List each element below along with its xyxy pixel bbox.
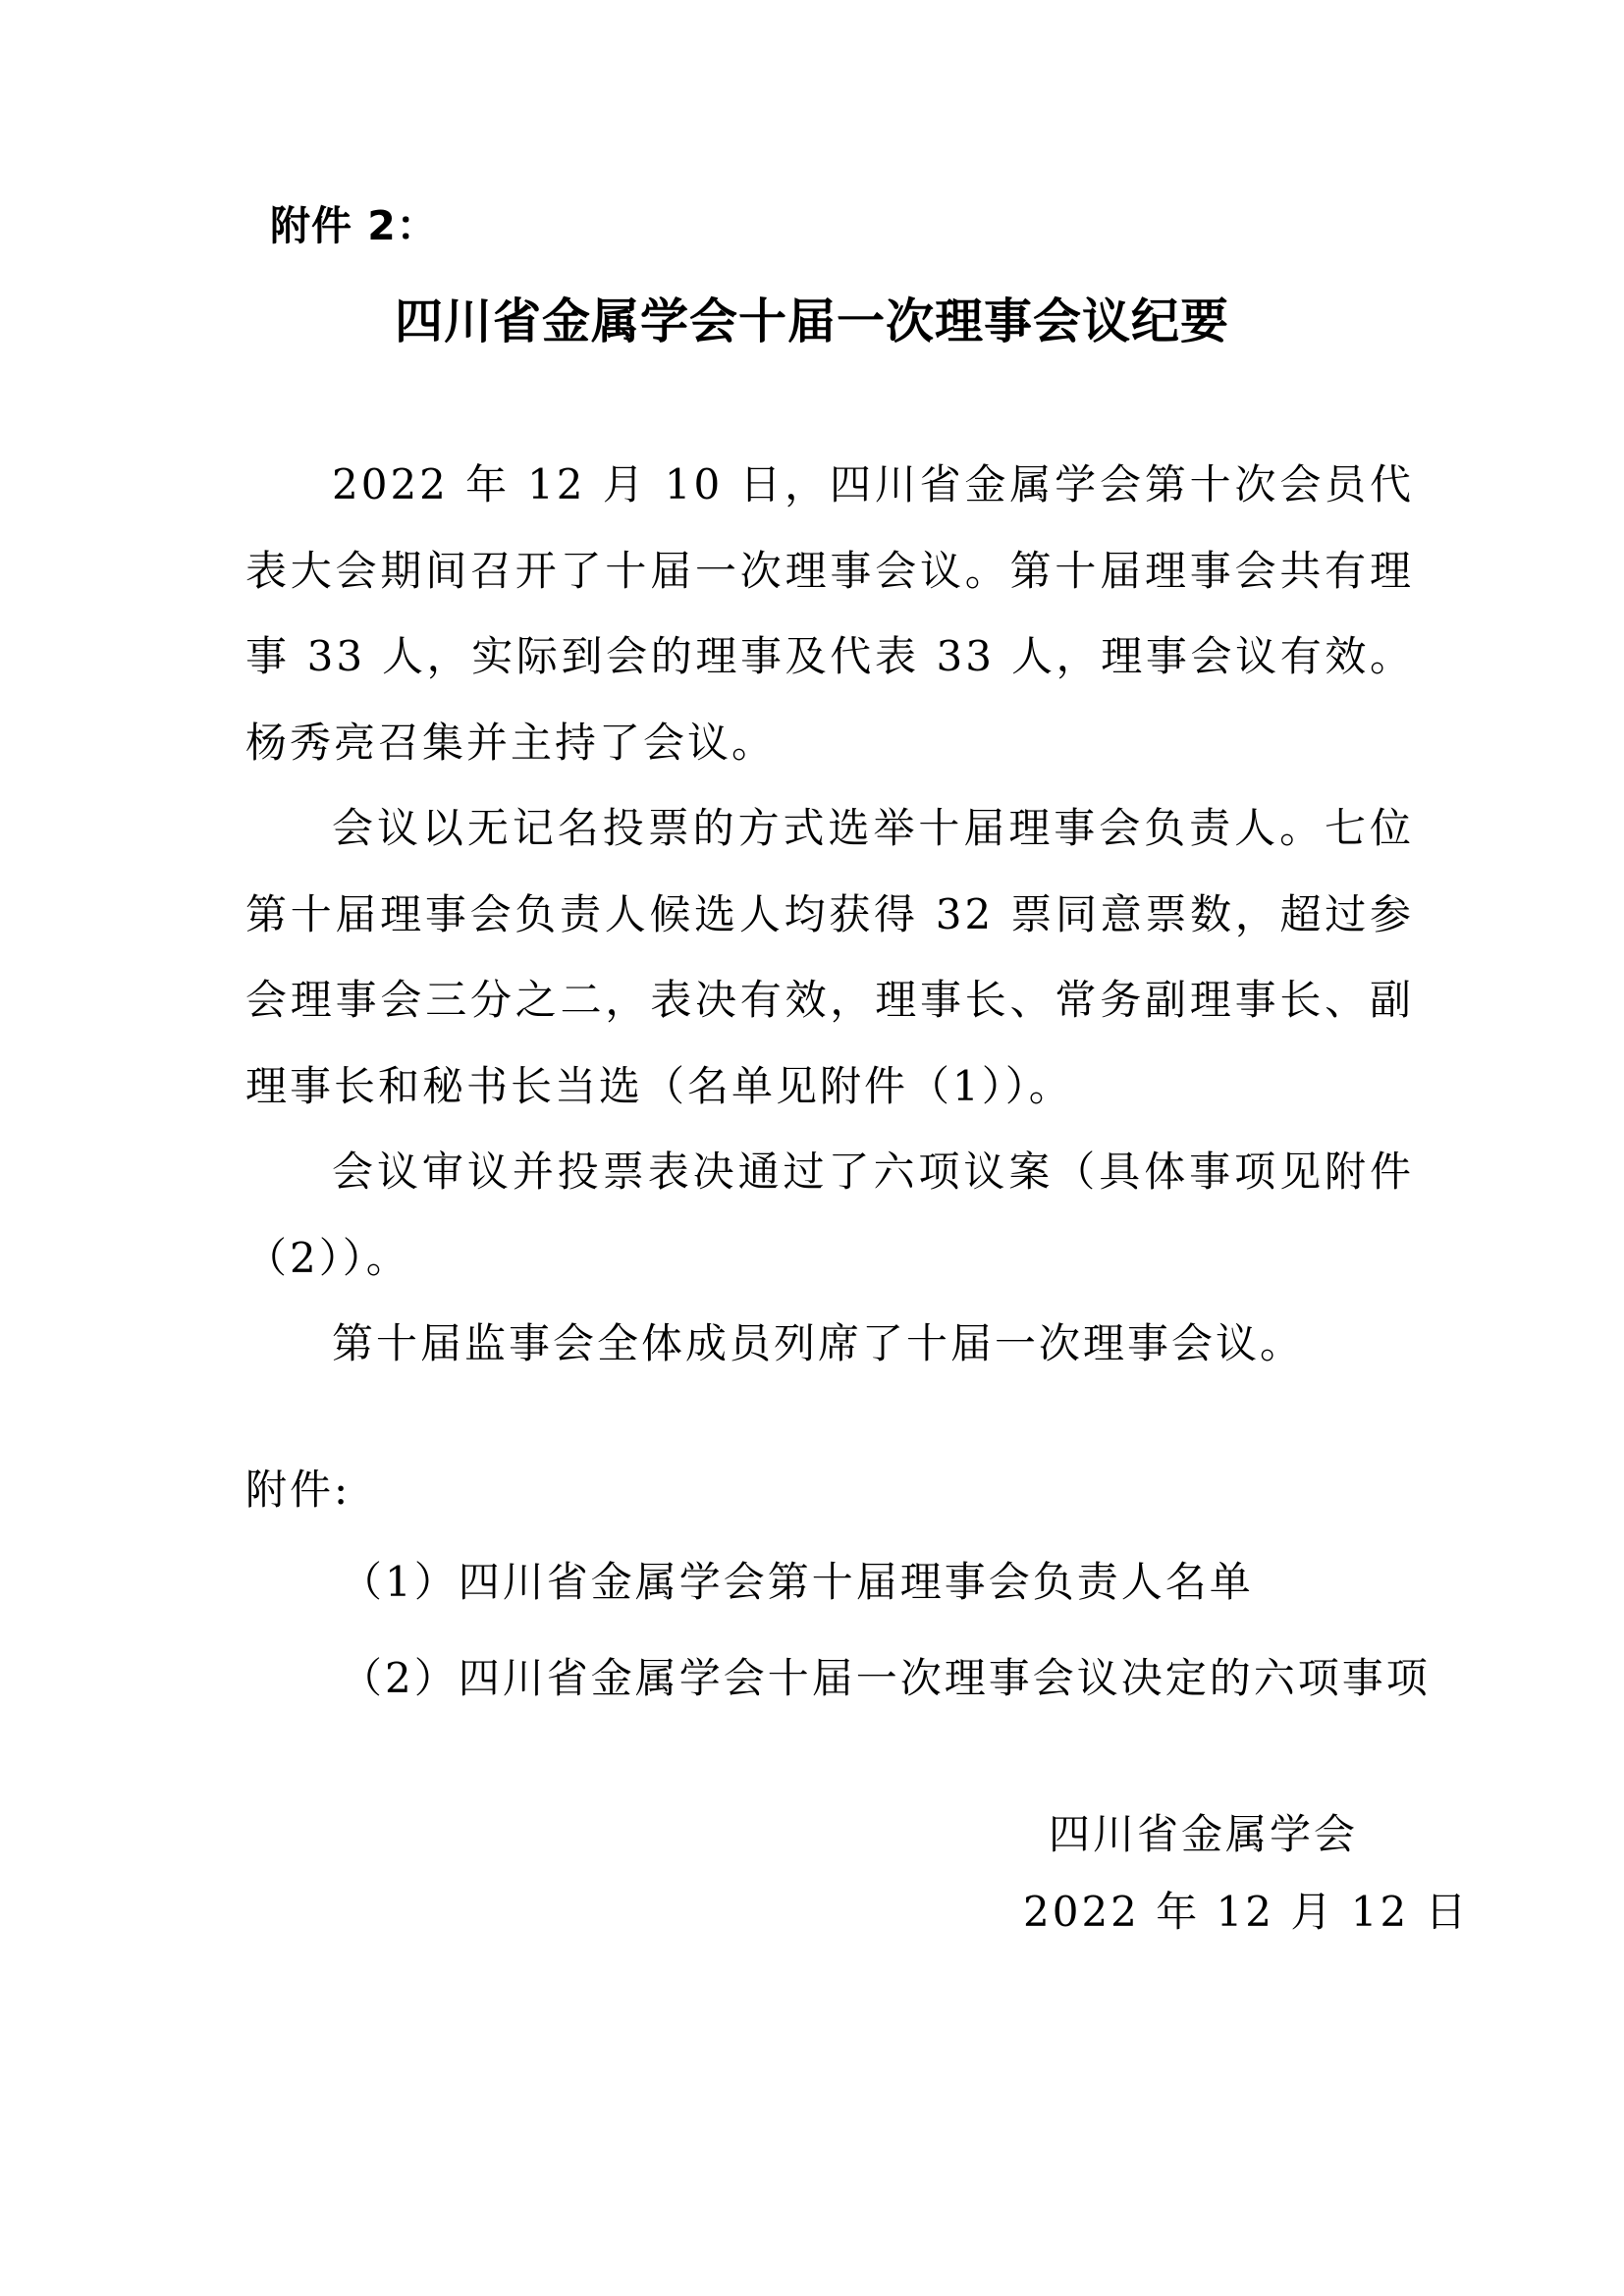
- paragraph-supervisors: 第十届监事会全体成员列席了十届一次理事会议。: [332, 1319, 1305, 1367]
- attachments-heading: 附件:: [245, 1466, 352, 1514]
- document-body: [245, 442, 1414, 1387]
- page-title: 四川省金属学会十届一次理事会议纪要: [394, 294, 1229, 349]
- attachment-label: 附件 2：: [270, 202, 438, 249]
- paragraph-meeting-info: 2022 年 12 月 10 日，四川省金属学会第十次会员代表大会期间召开了十届一次理事会议。第十届理事会共有理事 33 人，实际到会的理事及代表 33 人，理事会议有效。杨秀亮召集并主持了会议。: [245, 460, 1414, 767]
- attachment-item: （2）四川省金属学会十届一次理事会议决定的六项事项: [341, 1654, 1431, 1702]
- signature-organization: 四川省金属学会: [1049, 1810, 1359, 1858]
- paragraph-proposals: 会议审议并投票表决通过了六项议案（具体事项见附件（2））。: [245, 1148, 1414, 1282]
- attachment-item: （1）四川省金属学会第十届理事会负责人名单: [341, 1558, 1254, 1606]
- paragraph-election: 会议以无记名投票的方式选举十届理事会负责人。七位第十届理事会负责人候选人均获得 32 票同意票数，超过参会理事会三分之二，表决有效，理事长、常务副理事长、副理事长和秘书长当选（名单见附件（1））。: [245, 804, 1414, 1110]
- signature-date: 2022 年 12 月 12 日: [1023, 1888, 1470, 1936]
